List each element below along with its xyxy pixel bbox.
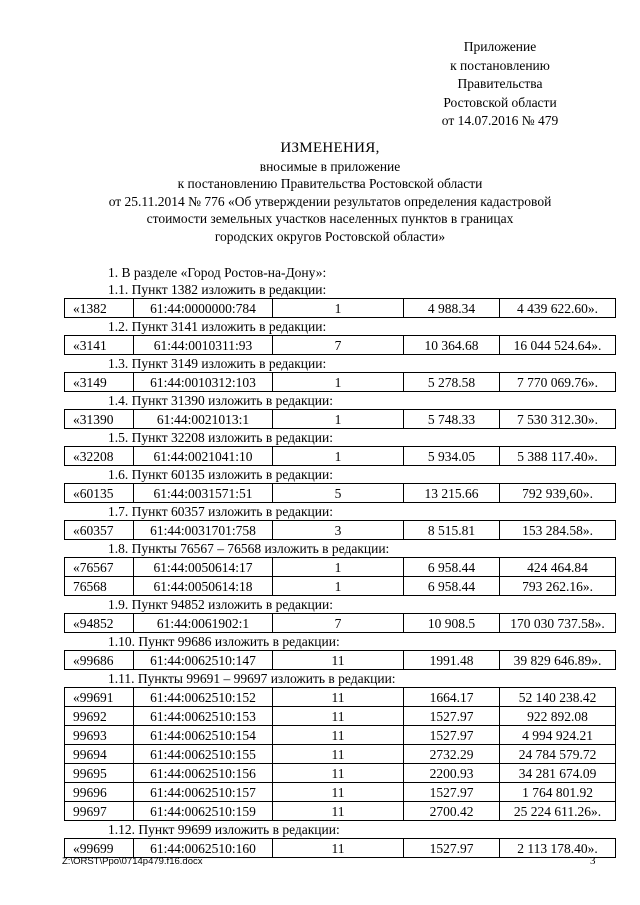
item-heading: 1.12. Пункт 99699 изложить в редакции: [108, 822, 340, 837]
unit-price-cell: 8 515.81 [404, 521, 500, 540]
count-cell: 11 [273, 802, 404, 821]
row-number-cell: «3149 [65, 373, 134, 392]
section-heading: 1. В разделе «Город Ростов-на-Дону»: [108, 265, 327, 280]
row-number-cell: «3141 [65, 336, 134, 355]
count-cell: 11 [273, 707, 404, 726]
cadastral-number-cell: 61:44:0021041:10 [134, 447, 273, 466]
item-heading: 1.4. Пункт 31390 изложить в редакции: [108, 393, 333, 408]
total-value-cell: 922 892.08 [500, 707, 616, 726]
row-number-cell: «60135 [65, 484, 134, 503]
row-number-cell: 99696 [65, 783, 134, 802]
page-number: 3 [590, 855, 596, 867]
total-value-cell: 52 140 238.42 [500, 688, 616, 707]
row-number-cell: 99695 [65, 764, 134, 783]
cadastral-number-cell: 61:44:0062510:154 [134, 726, 273, 745]
title-line: вносимые в приложение [259, 158, 401, 174]
total-value-cell: 170 030 737.58». [500, 614, 616, 633]
count-cell: 1 [273, 410, 404, 429]
cadastral-number-cell: 61:44:0062510:152 [134, 688, 273, 707]
unit-price-cell: 5 748.33 [404, 410, 500, 429]
title-block [60, 140, 600, 245]
unit-price-cell: 1991.48 [404, 651, 500, 670]
table-row [65, 484, 616, 503]
unit-price-cell: 1527.97 [404, 707, 500, 726]
total-value-cell: 24 784 579.72 [500, 745, 616, 764]
title-line: городских округов Ростовской области» [214, 228, 446, 244]
row-number-cell: «94852 [65, 614, 134, 633]
total-value-cell: 7 770 069.76». [500, 373, 616, 392]
count-cell: 3 [273, 521, 404, 540]
row-number-cell: 99697 [65, 802, 134, 821]
count-cell: 11 [273, 839, 404, 858]
total-value-cell: 153 284.58». [500, 521, 616, 540]
cadastral-number-cell: 61:44:0062510:160 [134, 839, 273, 858]
row-number-cell: 99693 [65, 726, 134, 745]
cadastral-number-cell: 61:44:0062510:157 [134, 783, 273, 802]
footer-file-path: Z:\ORST\Ppo\0714p479.f16.docx [62, 856, 203, 867]
amendment-table [64, 687, 616, 821]
title-line: от 25.11.2014 № 776 «Об утверждении результатов определения кадастровой [108, 193, 552, 209]
total-value-cell: 4 994 924.21 [500, 726, 616, 745]
cadastral-number-cell: 61:44:0062510:159 [134, 802, 273, 821]
row-number-cell: «99686 [65, 651, 134, 670]
total-value-cell: 792 939,60». [500, 484, 616, 503]
row-number-cell: 99692 [65, 707, 134, 726]
table-row [65, 410, 616, 429]
cadastral-number-cell: 61:44:0062510:156 [134, 764, 273, 783]
total-value-cell: 34 281 674.09 [500, 764, 616, 783]
unit-price-cell: 10 908.5 [404, 614, 500, 633]
table-row [65, 651, 616, 670]
count-cell: 1 [273, 577, 404, 596]
total-value-cell: 4 439 622.60». [500, 299, 616, 318]
item-heading: 1.3. Пункт 3149 изложить в редакции: [108, 356, 327, 371]
row-number-cell: «99691 [65, 688, 134, 707]
table-row [65, 764, 616, 783]
count-cell: 7 [273, 614, 404, 633]
count-cell: 11 [273, 783, 404, 802]
table-row [65, 373, 616, 392]
table-row [65, 745, 616, 764]
title-line: стоимости земельных участков населенных пунктов в границах [146, 211, 514, 226]
count-cell: 11 [273, 651, 404, 670]
unit-price-cell: 2732.29 [404, 745, 500, 764]
cadastral-number-cell: 61:44:0062510:155 [134, 745, 273, 764]
item-heading: 1.8. Пункты 76567 – 76568 изложить в редакции: [108, 541, 390, 556]
amendment-table [64, 446, 616, 466]
item-heading: 1.11. Пункты 99691 – 99697 изложить в редакции: [108, 671, 396, 686]
item-heading: 1.9. Пункт 94852 изложить в редакции: [108, 597, 333, 612]
table-row [65, 726, 616, 745]
row-number-cell: 76568 [65, 577, 134, 596]
table-row [65, 614, 616, 633]
total-value-cell: 2 113 178.40». [500, 839, 616, 858]
total-value-cell: 25 224 611.26». [500, 802, 616, 821]
row-number-cell: 99694 [65, 745, 134, 764]
table-row [65, 558, 616, 577]
unit-price-cell: 6 958.44 [404, 577, 500, 596]
total-value-cell: 39 829 646.89». [500, 651, 616, 670]
count-cell: 1 [273, 558, 404, 577]
title-line: к постановлению Правительства Ростовской области [177, 176, 483, 191]
amendment-table [64, 557, 616, 596]
cadastral-number-cell: 61:44:0000000:784 [134, 299, 273, 318]
item-heading: 1.7. Пункт 60357 изложить в редакции: [108, 504, 333, 519]
unit-price-cell: 10 364.68 [404, 336, 500, 355]
count-cell: 11 [273, 688, 404, 707]
unit-price-cell: 1527.97 [404, 783, 500, 802]
cadastral-number-cell: 61:44:0010312:103 [134, 373, 273, 392]
total-value-cell: 5 388 117.40». [500, 447, 616, 466]
amendment-table [64, 613, 616, 633]
document-title: ИЗМЕНЕНИЯ, [280, 140, 380, 156]
item-heading: 1.6. Пункт 60135 изложить в редакции: [108, 467, 333, 482]
table-row [65, 447, 616, 466]
row-number-cell: «32208 [65, 447, 134, 466]
amendment-table [64, 520, 616, 540]
unit-price-cell: 1664.17 [404, 688, 500, 707]
table-row [65, 521, 616, 540]
appendix-line: Правительства [457, 76, 543, 91]
row-number-cell: «31390 [65, 410, 134, 429]
cadastral-number-cell: 61:44:0031571:51 [134, 484, 273, 503]
unit-price-cell: 2700.42 [404, 802, 500, 821]
unit-price-cell: 6 958.44 [404, 558, 500, 577]
cadastral-number-cell: 61:44:0061902:1 [134, 614, 273, 633]
table-row [65, 299, 616, 318]
amendment-table [64, 483, 616, 503]
unit-price-cell: 5 278.58 [404, 373, 500, 392]
cadastral-number-cell: 61:44:0050614:18 [134, 577, 273, 596]
table-row [65, 336, 616, 355]
cadastral-number-cell: 61:44:0010311:93 [134, 336, 273, 355]
table-row [65, 688, 616, 707]
amendments-content [64, 264, 604, 858]
amendment-table [64, 650, 616, 670]
table-row [65, 577, 616, 596]
row-number-cell: «76567 [65, 558, 134, 577]
unit-price-cell: 5 934.05 [404, 447, 500, 466]
item-heading: 1.1. Пункт 1382 изложить в редакции: [108, 282, 327, 297]
appendix-line: Ростовской области [443, 94, 557, 110]
table-row [65, 839, 616, 858]
total-value-cell: 16 044 524.64». [500, 336, 616, 355]
cadastral-number-cell: 61:44:0021013:1 [134, 410, 273, 429]
count-cell: 1 [273, 299, 404, 318]
total-value-cell: 1 764 801.92 [500, 783, 616, 802]
table-row [65, 802, 616, 821]
cadastral-number-cell: 61:44:0062510:147 [134, 651, 273, 670]
amendment-table [64, 298, 616, 318]
appendix-line: к постановлению [450, 57, 550, 73]
amendment-table [64, 838, 616, 858]
cadastral-number-cell: 61:44:0050614:17 [134, 558, 273, 577]
appendix-line: от 14.07.2016 № 479 [441, 113, 559, 128]
count-cell: 11 [273, 764, 404, 783]
total-value-cell: 7 530 312.30». [500, 410, 616, 429]
row-number-cell: «60357 [65, 521, 134, 540]
row-number-cell: «99699 [65, 839, 134, 858]
item-heading: 1.5. Пункт 32208 изложить в редакции: [108, 430, 333, 445]
cadastral-number-cell: 61:44:0062510:153 [134, 707, 273, 726]
count-cell: 1 [273, 373, 404, 392]
appendix-block [400, 38, 600, 131]
amendment-table [64, 335, 616, 355]
count-cell: 11 [273, 745, 404, 764]
row-number-cell: «1382 [65, 299, 134, 318]
cadastral-number-cell: 61:44:0031701:758 [134, 521, 273, 540]
unit-price-cell: 2200.93 [404, 764, 500, 783]
item-heading: 1.10. Пункт 99686 изложить в редакции: [108, 634, 340, 649]
item-heading: 1.2. Пункт 3141 изложить в редакции: [108, 319, 327, 334]
table-row [65, 707, 616, 726]
unit-price-cell: 1527.97 [404, 726, 500, 745]
appendix-line: Приложение [463, 39, 537, 54]
amendment-table [64, 409, 616, 429]
count-cell: 5 [273, 484, 404, 503]
total-value-cell: 424 464.84 [500, 558, 616, 577]
count-cell: 7 [273, 336, 404, 355]
total-value-cell: 793 262.16». [500, 577, 616, 596]
table-row [65, 783, 616, 802]
unit-price-cell: 4 988.34 [404, 299, 500, 318]
unit-price-cell: 13 215.66 [404, 484, 500, 503]
unit-price-cell: 1527.97 [404, 839, 500, 858]
count-cell: 1 [273, 447, 404, 466]
amendment-table [64, 372, 616, 392]
count-cell: 11 [273, 726, 404, 745]
